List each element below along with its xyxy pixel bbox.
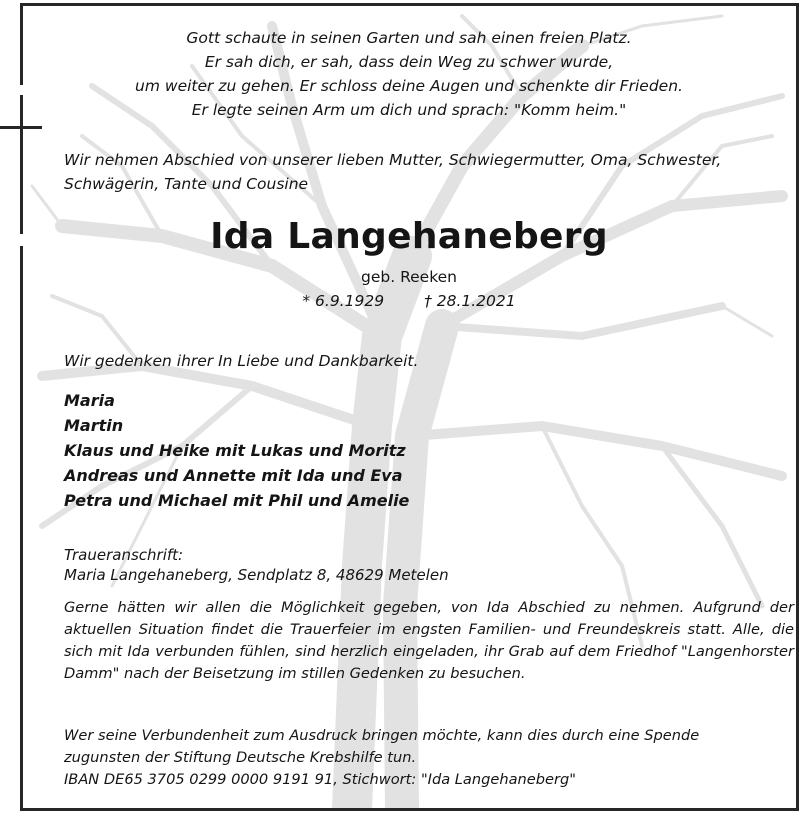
family-member: Martin bbox=[64, 416, 124, 435]
family-member: Klaus und Heike mit Lukas und Moritz bbox=[64, 441, 406, 460]
farewell-intro-line: Schwägerin, Tante und Cousine bbox=[64, 175, 309, 193]
poem-line: um weiter zu gehen. Er schloss deine Augen und schenkte dir Frieden. bbox=[135, 77, 683, 95]
death-date: † 28.1.2021 bbox=[424, 292, 516, 310]
poem-line: Er legte seinen Arm um dich und sprach: "Komm heim." bbox=[191, 101, 627, 119]
remembrance-line: Wir gedenken ihrer In Liebe und Dankbarkeit. bbox=[64, 352, 419, 370]
life-dates bbox=[22, 292, 796, 310]
donation-iban: IBAN DE65 3705 0299 0000 9191 91, Stichwort: "Ida Langehaneberg" bbox=[64, 771, 577, 788]
family-member: Petra und Michael mit Phil und Amelie bbox=[64, 491, 410, 510]
donation-info bbox=[64, 725, 794, 791]
family-member: Andreas und Annette mit Ida und Eva bbox=[64, 466, 403, 485]
donation-line: zugunsten der Stiftung Deutsche Krebshilfe tun. bbox=[64, 749, 417, 766]
poem bbox=[22, 26, 796, 122]
donation-line: Wer seine Verbundenheit zum Ausdruck bringen möchte, kann dies durch eine Spende bbox=[64, 727, 700, 744]
family-member: Maria bbox=[64, 391, 115, 410]
family-list bbox=[64, 388, 409, 513]
poem-line: Gott schaute in seinen Garten und sah einen freien Platz. bbox=[186, 29, 632, 47]
maiden-name: geb. Reeken bbox=[361, 268, 457, 286]
farewell-intro-line: Wir nehmen Abschied von unserer lieben Mutter, Schwiegermutter, Oma, Schwester, bbox=[64, 151, 722, 169]
deceased-name: Ida Langehaneberg bbox=[210, 216, 608, 257]
address-label: Traueranschrift: bbox=[64, 546, 184, 564]
poem-line: Er sah dich, er sah, dass dein Weg zu schwer wurde, bbox=[204, 53, 614, 71]
mourning-address: Maria Langehaneberg, Sendplatz 8, 48629 Metelen bbox=[64, 566, 449, 584]
birth-date: * 6.9.1929 bbox=[302, 292, 385, 310]
funeral-notice: Gerne hätten wir allen die Möglichkeit gegeben, von Ida Abschied zu nehmen. Aufgrund der aktuellen Situation findet die Trauerfeier im engsten Familien- und Freundeskreis statt. Alle, die sich mit Ida verbunden fühlen, sind herzlich eingeladen, ihr Grab auf dem Friedhof "Langenhorster Damm" nach der Beisetzung im stillen Gedenken zu besuchen. bbox=[64, 599, 794, 682]
farewell-intro bbox=[64, 148, 794, 196]
